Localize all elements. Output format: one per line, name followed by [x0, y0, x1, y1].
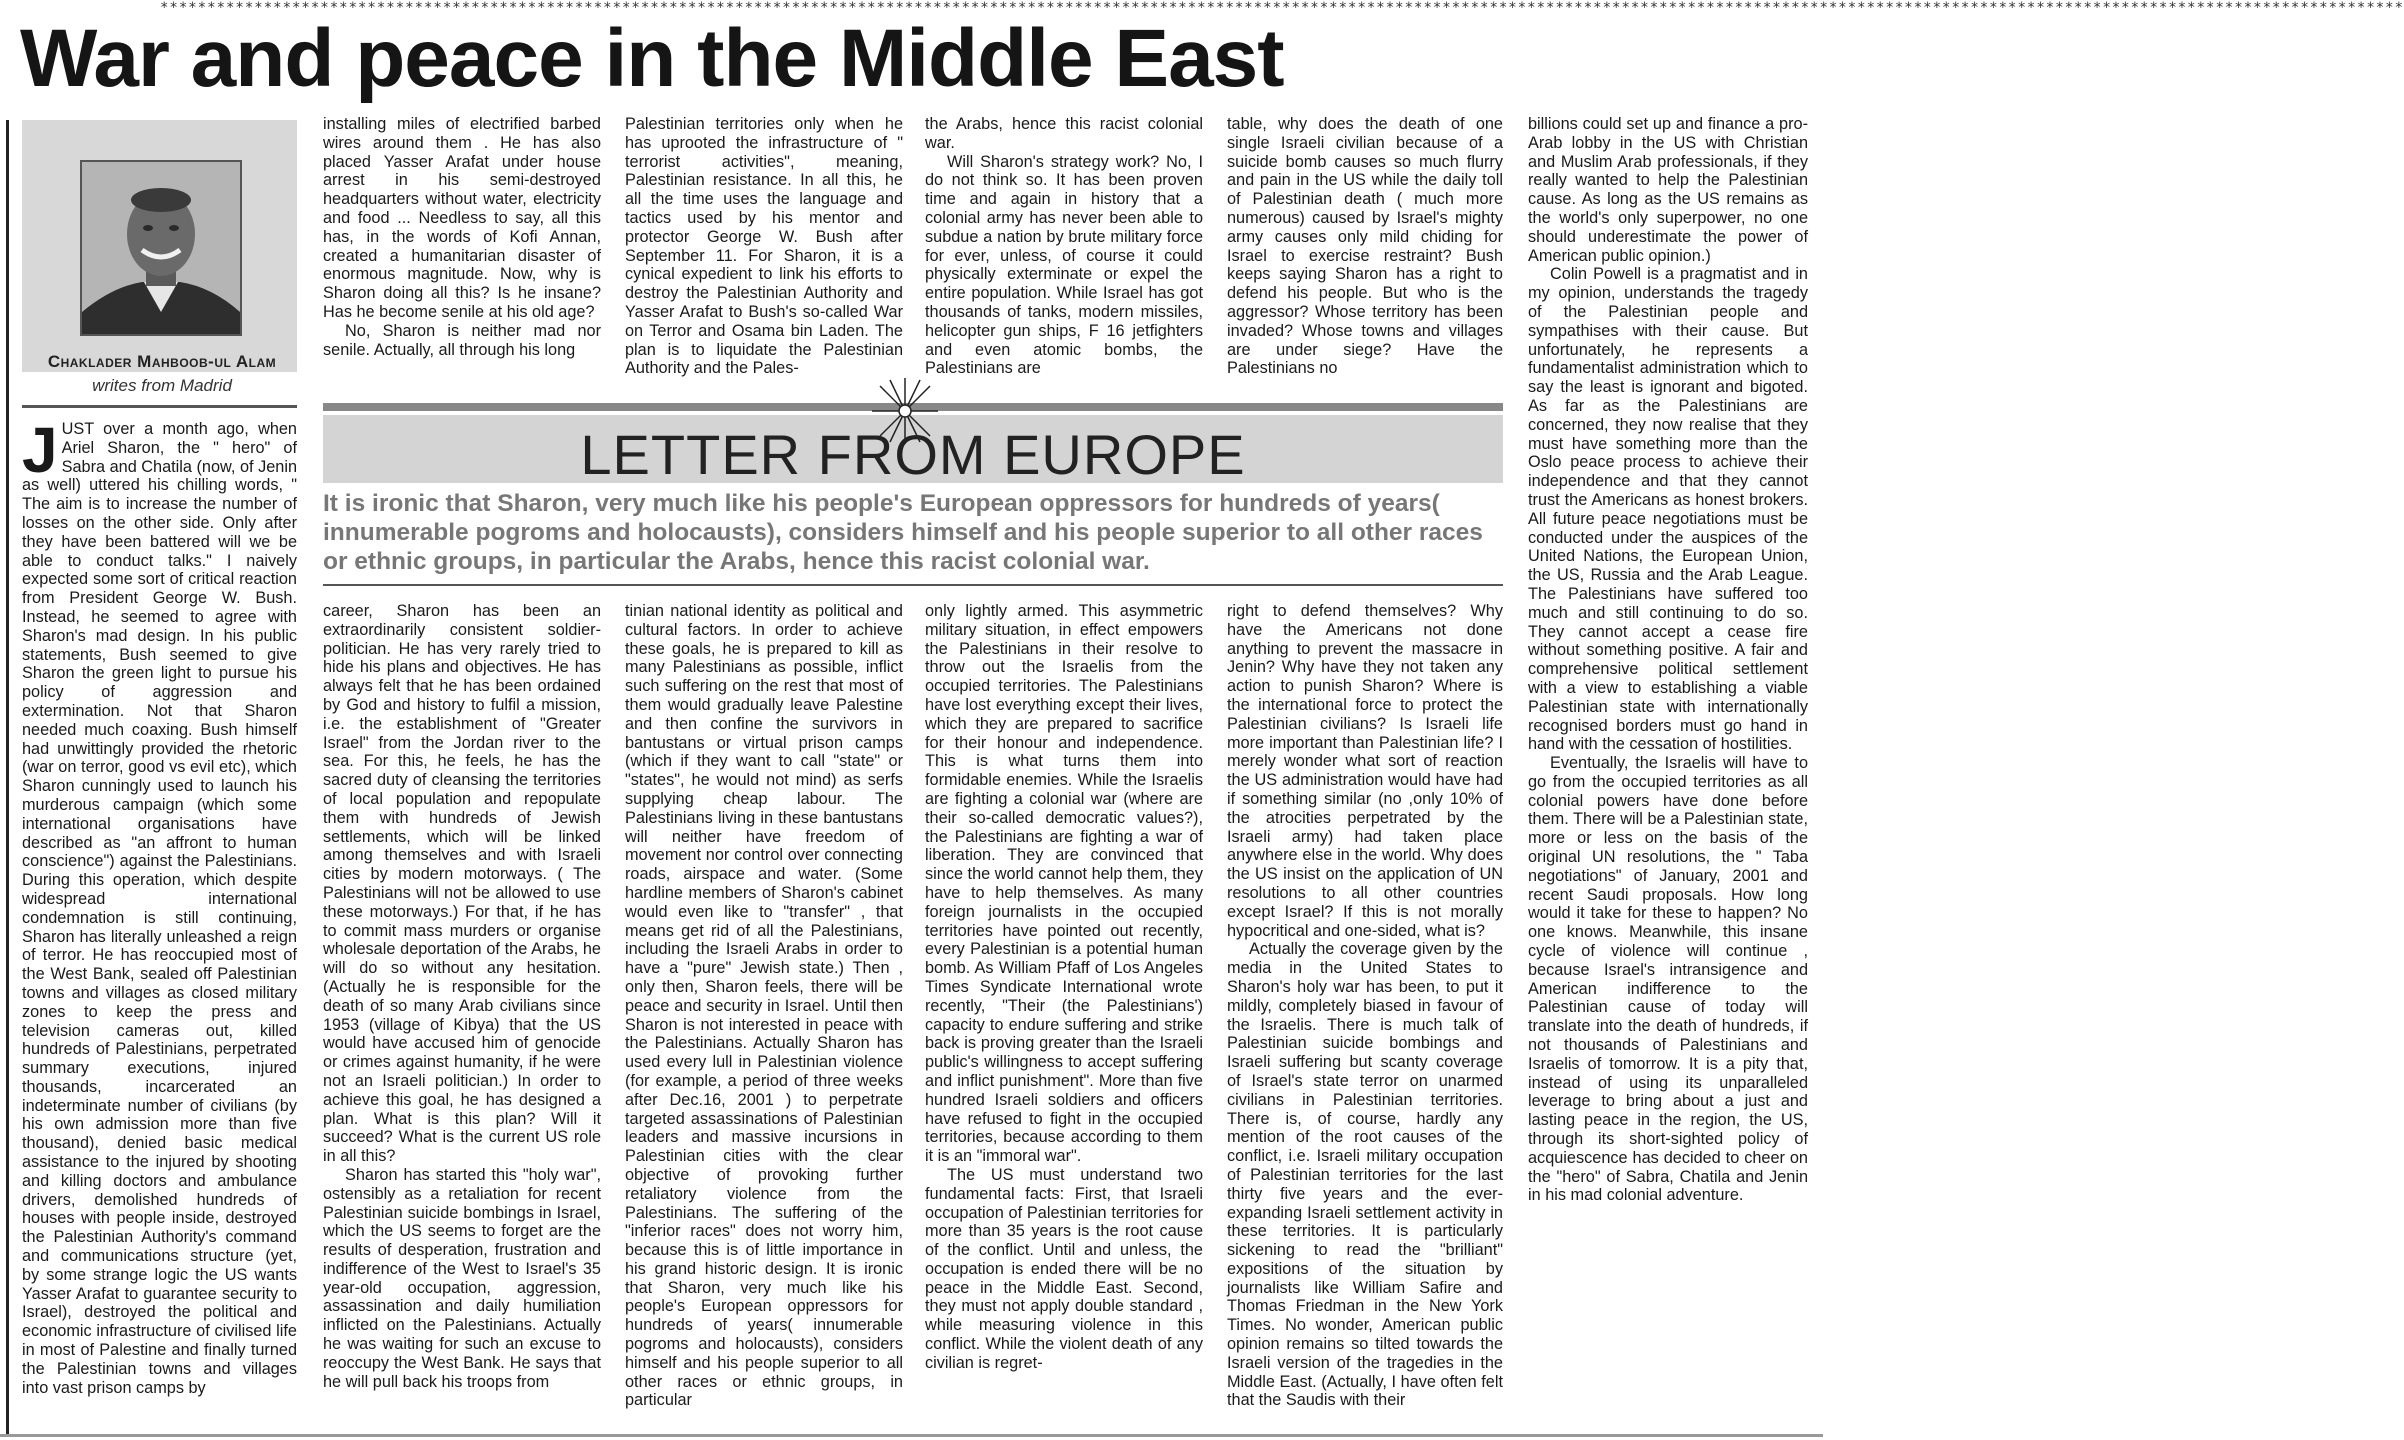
drop-cap: J	[22, 414, 58, 486]
paragraph: Sharon has started this "holy war", ostensibly as a retaliation for recent Palestinian suicide bombings in Israel, which the US seems to forget are the results of desperation, frustration and indifference of the West to Israel's 35 year-old occupation, aggression, assassination and daily humiliation inflicted on the Palestinians. Actually he was waiting for such an excuse to reoccupy the West Bank. He says that he will pull back his troops from	[323, 1165, 601, 1391]
paragraph: right to defend themselves? Why have the Americans not done anything to prevent the massacre in Jenin? Why have they not taken any action to punish Sharon? Where is the international force to protect the Palestinian civilians? Is Israeli life more important than Palestinian life? I merely wonder what sort of reaction the US administration would have had if something similar (no ,only 10% of the atrocities perpetrated by the Israeli army) had taken place anywhere else in the world. Why does the US insist on the application of UN resolutions to all other countries except Israel? If this is not morally hypocritical and one-sided, what is?	[1227, 602, 1503, 940]
column-text: UST over a month ago, when Ariel Sharon, the " hero" of Sabra and Chatila (now, of Jenin as well) uttered his chilling words, " The aim is to increase the number of losses on the other side. Only after they have been battered will we be able to conduct talks." I naively expected some sort of critical reaction from President George W. Bush. Instead, he seemed to agree with Sharon's mad design. In his public statements, Bush seemed to give Sharon the green light to pursue his policy of aggression and extermination. Not that Sharon needed much coaxing. Bush himself had unwittingly provided the rhetoric (war on terror, good vs evil etc), which Sharon cunningly used to launch his murderous campaign (which some international organisations have described as "an affront to human conscience") against the Palestinians. During this operation, which despite widespread international condemnation is still continuing, Sharon has literally unleashed a reign of terror. He has reoccupied most of the West Bank, sealed off Palestinian towns and villages as closed military zones to keep the press and television cameras out, killed hundreds of Palestinians, perpetrated summary executions, injured thousands, incarcerated an indeterminate number of civilians (by his own admission more than five thousand), denied basic medical assistance to the injured by shooting and killing doctors and ambulance drivers, demolished hundreds of houses with people inside, destroyed the Palestinian Authority's command and communications structure (yet, by some strange logic the US wants Yasser Arafat to guarantee security to Israel), destroyed the political and economic infrastructure of civilised life in most of Palestine and finally turned the Palestinian towns and villages into vast prison camps by	[22, 420, 297, 1397]
article-column-4-top	[925, 115, 1203, 378]
paragraph: Eventually, the Israelis will have to go from the occupied territories as all colonial powers have done before them. There will be a Palestinian state, more or less on the basis of the original UN resolutions, the " Taba negotiations" of January, 2001 and recent Saudi proposals. How long would it take for these to happen? No one knows. Meanwhile, this insane cycle of violence will continue , because Israel's intransigence and American indifference to the Palestinian cause of today will translate into the death of hundreds, if not thousands of Palestinians and Israelis of tomorrow. It is a pity that, instead of using its unparalleled leverage to bring about a just and lasting peace in the region, the US, through its short-sighted policy of acquiescence has decided to cheer on the "hero" of Sabra, Chatila and Jenin in his mad colonial adventure.	[1528, 754, 1808, 1205]
paragraph: No, Sharon is neither mad nor senile. Actually, all through his long	[323, 321, 601, 359]
article-column-2-bottom	[323, 602, 601, 1430]
pull-quote-rule	[323, 584, 1503, 586]
article-column-3-bottom	[625, 602, 903, 1430]
article-column-2-top	[323, 115, 601, 375]
paragraph: billions could set up and finance a pro-Arab lobby in the US with Christian and Muslim Arab professionals, if they really wanted to help the Palestinian cause. As long as the US remains as the world's only superpower, no one should underestimate the power of American public opinion.)	[1528, 115, 1808, 265]
author-location: writes from Madrid	[92, 376, 232, 395]
author-rule	[22, 405, 297, 408]
article-column-6	[1528, 115, 1808, 1350]
pull-quote: It is ironic that Sharon, very much like his people's European oppressors for hundreds of years( innumerable pogroms and holocausts), considers himself and his people superior to all other races or ethnic groups, in particular the Arabs, hence this racist colonial war.	[323, 490, 1483, 575]
paragraph: The US must understand two fundamental facts: First, that Israeli occupation of Palestinian territories for more than 35 years is the root cause of the conflict. Until and unless, the occupation is ended there will be no peace in the Middle East. Second, they must not apply double standard , while measuring violence in this conflict. While the violent death of any civilian is regret-	[925, 1165, 1203, 1372]
portrait-illustration	[82, 162, 240, 334]
paragraph: only lightly armed. This asymmetric military situation, in effect empowers the Palestinians in their resolve to throw out the Israelis from the occupied territories. The Palestinians have lost everything except their lives, which they are prepared to sacrifice for their honour and independence. This is what turns them into formidable enemies. While the Israelis are fighting a colonial war (where are their so-called democratic values?), the Palestinians are fighting a war of liberation. They are convinced that since the world cannot help them, they have to help themselves. As many foreign journalists in the occupied territories have pointed out recently, every Palestinian is a potential human bomb. As William Pfaff of Los Angeles Times Syndicate International wrote recently, "Their (the Palestinians') capacity to endure suffering and strike back is proving greater than the Israeli public's willingness to accept suffering and inflict punishment". More than five hundred Israeli soldiers and officers have refused to fight in the occupied territories, because according to them it is an "immoral war".	[925, 602, 1203, 1166]
section-title: LETTER FROM EUROPE	[580, 423, 1246, 486]
paragraph: Colin Powell is a pragmatist and in my opinion, understands the tragedy of the Palestinian people and sympathises with their cause. But unfortunately, he represents a fundamentalist administration which to say the least is ignorant and bigoted. As far as the Palestinians are concerned, they now realise that they must have something more than the Oslo peace process to achieve their independence and that they cannot trust the Americans as honest brokers. All future peace negotiations must be conducted under the auspices of the United Nations, the European Union, the US, Russia and the Arab League. The Palestinians have suffered too much and still continuing to do so. They cannot accept a cease fire without something positive. A fair and comprehensive political settlement with a view to establishing a viable Palestinian state with internationally recognised borders must go hand in hand with the cessation of hostilities.	[1528, 265, 1808, 754]
article-column-5-bottom	[1227, 602, 1503, 1430]
paragraph: table, why does the death of one single Israeli civilian because of a suicide bomb causes so much flurry and pain in the US while the daily toll of Palestinian death ( much more numerous) caused by Israel's mighty army causes only mild chiding for Israel to exercise restraint? Bush keeps saying Sharon has a right to defend his people. But who is the aggressor? Whose territory has been invaded? Whose towns and villages are under siege? Have the Palestinians no	[1227, 115, 1503, 378]
article-column-4-bottom	[925, 602, 1203, 1430]
author-photo	[80, 160, 242, 336]
star-border: **********************************************************************************************************************************************************************************************************************************************	[160, 0, 2404, 16]
paragraph: Will Sharon's strategy work? No, I do not think so. It has been proven time and again in history that a colonial army has never been able to subdue a nation by brute military force for ever, unless, of course it could physically exterminate or expel the entire population. While Israel has got thousands of tanks, modern missiles, helicopter gun ships, F 16 jetfighters and even atomic bombs, the Palestinians are	[925, 152, 1203, 378]
author-name: Chaklader Mahboob-ul Alam	[47, 352, 277, 371]
article-column-5-top	[1227, 115, 1503, 378]
paragraph: career, Sharon has been an extraordinarily consistent soldier-politician. He has very rarely tried to hide his plans and objectives. He has always felt that he has been ordained by God and history to fulfil a mission, i.e. the establishment of "Greater Israel" from the Jordan river to the sea. For this, he feels, he has the sacred duty of cleansing the territories of local population and repopulate them with hundreds of Jewish settlements, which will be linked among themselves and with Israeli cities by modern motorways. ( The Palestinians will not be allowed to use these motorways.) For that, if he has to commit mass murders or organise wholesale deportation of the Arabs, he will do so without any hesitation. (Actually he is responsible for the death of so many Arab civilians since 1953 (village of Kibya) that the US would have accused him of genocide or crimes against humanity, if he were not an Israeli politician.) In order to achieve this goal, he has designed a plan. What is this plan? Will it succeed? What is the current US role in all this?	[323, 602, 601, 1166]
left-column-rule	[6, 120, 9, 1435]
article-column-3-top	[625, 115, 903, 378]
paragraph: installing miles of electrified barbed wires around them . He has also placed Yasser Arafat under house arrest in his semi-destroyed headquarters without water, electricity and food ... Needless to say, all this has, in the words of Kofi Annan, created a humanitarian disaster of enormous magnitude. Now, why is Sharon doing all this? Is he insane? Has he become senile at his old age?	[323, 115, 601, 321]
paragraph: tinian national identity as political and cultural factors. In order to achieve these goals, he is prepared to kill as many Palestinians as possible, inflict such suffering on the rest that most of them would gradually leave Palestine and then confine the survivors in bantustans or virtual prison camps (which if they want to call "state" or "states", he would not mind) as serfs supplying cheap labour. The Palestinians living in these bantustans will neither have freedom of movement nor control over connecting roads, airspace and water. (Some hardline members of Sharon's cabinet would even like to "transfer" , that means get rid of all the Palestinians, including the Israeli Arabs in order to have a "pure" Jewish state.) Then , only then, Sharon feels, there will be peace and security in Israel. Until then Sharon is not interested in peace with the Palestinians. Actually Sharon has used every lull in Palestinian violence (for example, a period of three weeks after Dec.16, 2001 ) to perpetrate targeted assassinations of Palestinian leaders and massive incursions in Palestinian cities with the clear objective of provoking further retaliatory violence from the Palestinians. The suffering of the "inferior races" does not worry him, because this is of little importance in his grand historic design. It is ironic that Sharon, very much like his people's European oppressors for hundreds of years( innumerable pogroms and holocausts), considers himself and his people superior to all other races or ethnic groups, in particular	[625, 602, 903, 1410]
article-column-1	[22, 414, 297, 1432]
bottom-rule	[0, 1434, 1823, 1437]
headline: War and peace in the Middle East	[20, 13, 1284, 104]
paragraph: Palestinian territories only when he has uprooted the infrastructure of " terrorist activities", meaning, Palestinian resistance. In all this, he all the time uses the language and tactics used by his mentor and protector George W. Bush after September 11. For Sharon, it is a cynical expedient to link his efforts to destroy the Palestinian Authority and Yasser Arafat to Bush's so-called War on Terror and Osama bin Laden. The plan is to liquidate the Palestinian Authority and the Pales-	[625, 115, 903, 378]
paragraph: Actually the coverage given by the media in the United States to Sharon's holy war has been, to put it mildly, completely biased in favour of the Israelis. There is much talk of Palestinian suicide bombings and Israeli suffering but scanty coverage of Israel's state terror on unarmed civilians in Palestinian territories. There is, of course, hardly any mention of the root causes of the conflict, i.e. Israeli military occupation of Palestinian territories for the last thirty five years and the ever-expanding Israeli settlement activity in these territories. It is particularly sickening to read the "brilliant" expositions of the situation by journalists like William Safire and Thomas Friedman in the New York Times. No wonder, American public opinion remains so tilted towards the Israeli version of the tragedies in the Middle East. (Actually, I have often felt that the Saudis with their	[1227, 940, 1503, 1410]
paragraph: the Arabs, hence this racist colonial war.	[925, 115, 1203, 152]
